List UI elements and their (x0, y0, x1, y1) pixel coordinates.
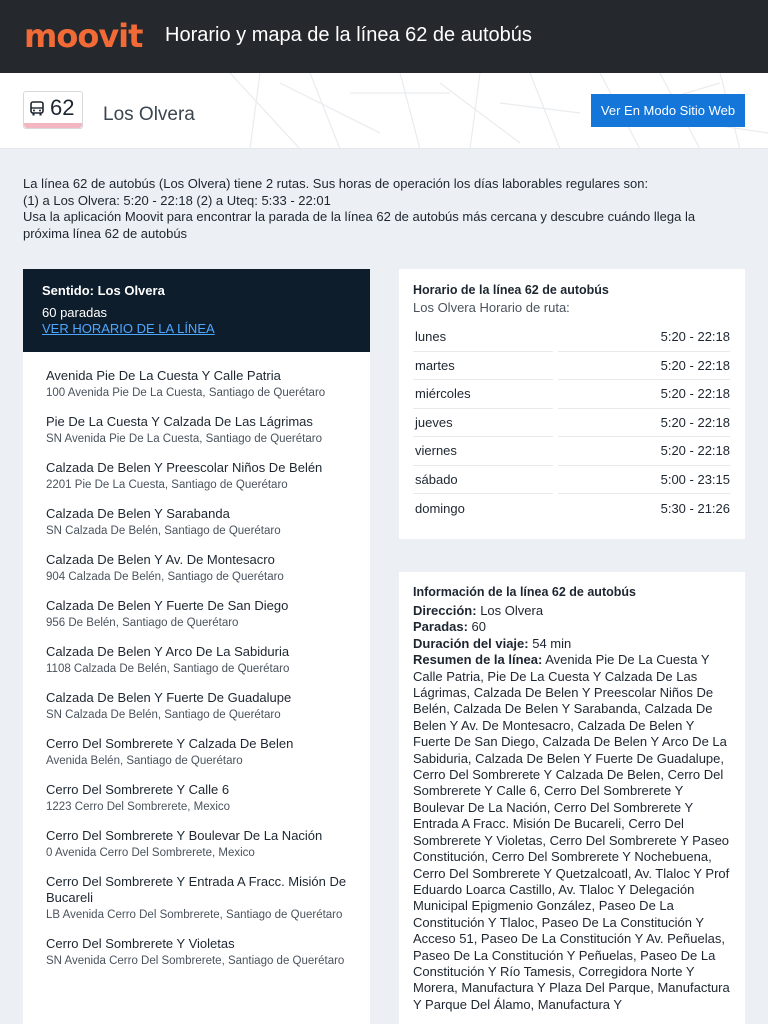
table-row (413, 466, 730, 495)
stop-address: 0 Avenida Cerro Del Sombrerete, Mexico (46, 847, 255, 859)
list-item[interactable] (46, 644, 370, 676)
list-item[interactable] (46, 506, 370, 538)
schedule-day: domingo (415, 500, 465, 516)
table-row (413, 352, 730, 381)
table-row (413, 380, 730, 409)
list-item[interactable] (46, 874, 370, 922)
stop-name: Calzada De Belen Y Preescolar Niños De Belén (46, 460, 323, 475)
view-schedule-link[interactable]: VER HORARIO DE LA LÍNEA (42, 321, 215, 336)
schedule-time: 5:20 - 22:18 (558, 409, 730, 438)
schedule-subtitle: Los Olvera Horario de ruta: (413, 300, 570, 315)
list-item[interactable] (46, 828, 370, 860)
info-stops-value: 60 (471, 619, 487, 635)
list-item[interactable] (46, 736, 370, 768)
stop-name: Cerro Del Sombrerete Y Entrada A Fracc. Misión De Bucareli (46, 874, 347, 905)
list-item[interactable] (46, 782, 370, 814)
info-summary-label: Resumen de la línea: (413, 652, 543, 668)
schedule-card (399, 269, 745, 539)
info-direction-value: Los Olvera (480, 603, 544, 618)
schedule-time: 5:30 - 21:26 (660, 500, 730, 516)
moovit-logo[interactable]: moovit (24, 17, 143, 55)
stop-address: SN Calzada De Belén, Santiago de Querétaro (46, 709, 281, 721)
info-stops (413, 619, 731, 635)
stop-address: SN Avenida Pie De La Cuesta, Santiago de Querétaro (46, 433, 322, 445)
bus-icon (29, 101, 45, 117)
table-row (413, 494, 730, 523)
list-item[interactable] (46, 936, 370, 968)
intro-line-2: (1) a Los Olvera: 5:20 - 22:18 (2) a Uteq: 5:33 - 22:01 (23, 192, 331, 208)
stop-address: Avenida Belén, Santiago de Querétaro (46, 755, 243, 767)
info-duration-value: 54 min (532, 635, 572, 651)
stop-address: 956 De Belén, Santiago de Querétaro (46, 617, 239, 629)
stop-address: LB Avenida Cerro Del Sombrerete, Santiago de Querétaro (46, 909, 343, 921)
stop-name: Cerro Del Sombrerete Y Calzada De Belen (46, 736, 294, 751)
schedule-time: 5:00 - 23:15 (558, 466, 730, 495)
list-item[interactable] (46, 598, 370, 630)
stop-name: Calzada De Belen Y Arco De La Sabiduria (46, 644, 290, 659)
stop-name: Cerro Del Sombrerete Y Calle 6 (46, 782, 230, 797)
stop-address: 2201 Pie De La Cuesta, Santiago de Querétaro (46, 479, 288, 491)
schedule-day: lunes (413, 323, 553, 352)
direction-header (23, 269, 370, 352)
stop-list (23, 352, 370, 1024)
info-direction (413, 603, 731, 619)
stop-count: 60 paradas (42, 305, 108, 320)
table-row (413, 437, 730, 466)
stop-address: 100 Avenida Pie De La Cuesta, Santiago de Querétaro (46, 387, 326, 399)
stop-name: Avenida Pie De La Cuesta Y Calle Patria (46, 368, 281, 383)
list-item[interactable] (46, 690, 370, 722)
schedule-time: 5:20 - 22:18 (558, 352, 730, 381)
line-badge (23, 91, 83, 129)
stop-name: Cerro Del Sombrerete Y Violetas (46, 936, 235, 951)
stop-name: Pie De La Cuesta Y Calzada De Las Lágrimas (46, 414, 313, 429)
stop-address: 1108 Calzada De Belén, Santiago de Querétaro (46, 663, 290, 675)
table-row (413, 323, 730, 352)
info-duration (413, 636, 731, 652)
list-item[interactable] (46, 368, 370, 400)
schedule-time: 5:20 - 22:18 (558, 380, 730, 409)
page-title: Horario y mapa de la línea 62 de autobús (165, 24, 532, 46)
stop-name: Calzada De Belen Y Fuerte De Guadalupe (46, 690, 292, 705)
line-color-stripe (24, 123, 82, 128)
list-item[interactable] (46, 460, 370, 492)
line-info-card (399, 572, 745, 1024)
info-summary (413, 652, 731, 1013)
stop-name: Calzada De Belen Y Av. De Montesacro (46, 552, 275, 567)
info-stops-label: Paradas: (413, 619, 468, 635)
schedule-title: Horario de la línea 62 de autobús (413, 283, 609, 297)
stop-address: 904 Calzada De Belén, Santiago de Querétaro (46, 571, 284, 583)
direction-title: Sentido: Los Olvera (42, 283, 165, 298)
intro-line-1: La línea 62 de autobús (Los Olvera) tiene 2 rutas. Sus horas de operación los días laborables regulares son: (23, 176, 649, 191)
info-summary-value: Avenida Pie De La Cuesta Y Calle Patria, Pie De La Cuesta Y Calzada De Las Lágrimas, Calzada De Belen Y Preescolar Niños De Belén, Calzada De Belen Y Sarabanda, Calzada De Belen Y Av. De Montesacro, Calzada De Belen Y Fuerte De San Diego, Calzada De Belen Y Arco De La Sabiduria, Calzada De Belen Y Fuerte De Guadalupe, Cerro Del Sombrerete Y Calzada De Belen, Cerro Del Sombrerete Y Calle 6, Cerro Del Sombrerete Y Boulevar De La Nación, Cerro Del Sombrerete Y Entrada A Fracc. Misión De Bucareli, Cerro Del Sombrerete Y Violetas, Cerro Del Sombrerete Y Paseo Constitución, Cerro Del Sombrerete Y Nochebuena, Cerro Del Sombrerete Y Quetzalcoatl, Av. Tlaloc Y Prof Eduardo Loarca Castillo, Av. Tlaloc Y Delegación Municipal Epigmenio González, Paseo De La Constitución Y Tlaloc, Paseo De La Constitución Y Acceso 51, Paseo De La Constitución Y Av. Peñuelas, Paseo De La Constitución Y Peñuelas, Paseo De La Constitución Y Río Tamesis, Corregidora Norte Y Morera, Manufactura Y Plaza Del Parque, Manufactura Y Parque Del Álamo, Manufactura Y (413, 652, 730, 1012)
line-number: 62 (50, 95, 75, 120)
list-item[interactable] (46, 552, 370, 584)
stop-name: Calzada De Belen Y Fuerte De San Diego (46, 598, 289, 613)
website-mode-button[interactable]: Ver En Modo Sitio Web (591, 94, 745, 127)
schedule-time: 5:20 - 22:18 (558, 323, 730, 352)
info-duration-label: Duración del viaje: (413, 635, 529, 651)
intro-line-3: Usa la aplicación Moovit para encontrar la parada de la línea 62 de autobús más cercana y descubre cuándo llega la próxima línea 62 de autobús (23, 209, 696, 241)
schedule-day: jueves (413, 409, 553, 438)
stop-name: Cerro Del Sombrerete Y Boulevar De La Nación (46, 828, 323, 843)
info-title: Información de la línea 62 de autobús (413, 585, 636, 599)
schedule-time: 5:20 - 22:18 (558, 437, 730, 466)
stop-name: Calzada De Belen Y Sarabanda (46, 506, 230, 521)
info-direction-label: Dirección: (413, 603, 477, 618)
table-row (413, 409, 730, 438)
schedule-day: viernes (413, 437, 553, 466)
stop-address: SN Avenida Cerro Del Sombrerete, Santiago de Querétaro (46, 955, 345, 967)
schedule-day: sábado (413, 466, 553, 495)
list-item[interactable] (46, 414, 370, 446)
intro-text (23, 176, 743, 242)
stop-address: SN Calzada De Belén, Santiago de Querétaro (46, 525, 281, 537)
schedule-table (413, 323, 730, 523)
top-bar (0, 0, 768, 73)
line-bar (0, 73, 768, 149)
schedule-day: miércoles (413, 380, 553, 409)
stop-address: 1223 Cerro Del Sombrerete, Mexico (46, 801, 231, 813)
schedule-day: martes (413, 352, 553, 381)
line-name: Los Olvera (103, 104, 195, 125)
